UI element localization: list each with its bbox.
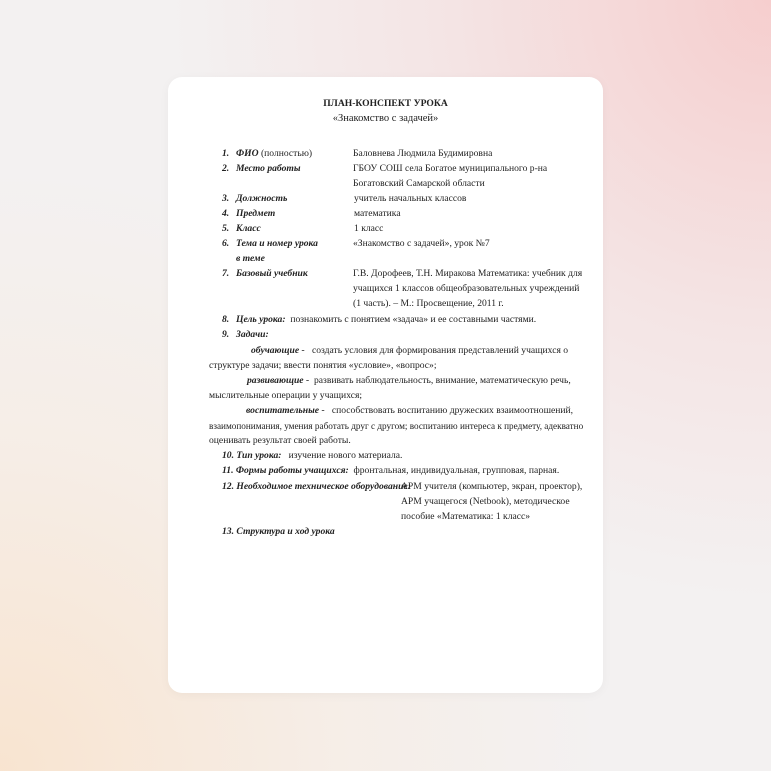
item-value: Богатовский Самарской области	[353, 178, 485, 189]
structure-line	[222, 526, 335, 538]
equipment-value: АРМ учителя (компьютер, экран, проектор),	[401, 481, 583, 492]
item-value: «Знакомство с задачей», урок №7	[353, 238, 490, 249]
document-page	[168, 77, 603, 693]
item-number: 10.	[222, 450, 234, 461]
goal-line	[236, 314, 536, 326]
item-value: учащихся 1 классов общеобразовательных учреждений	[353, 283, 580, 294]
task-text: структуре задачи; ввести понятия «условие», «вопрос»;	[209, 360, 437, 371]
task-text: оценивать результат своей работы.	[209, 435, 351, 446]
forms-value: фронтальная, индивидуальная, групповая, парная.	[353, 465, 560, 476]
item-label: Предмет	[236, 208, 276, 219]
item-number: 3.	[222, 193, 230, 204]
item-label: Место работы	[236, 163, 301, 174]
item-value: Баловнева Людмила Будимировна	[353, 148, 493, 159]
item-number: 4.	[222, 208, 230, 219]
item-number: 6.	[222, 238, 230, 249]
type-label: Тип урока:	[236, 450, 282, 461]
task-text: мыслительные операции у учащихся;	[209, 390, 363, 401]
fio-label: ФИО	[236, 148, 259, 159]
task-text: развивать наблюдательность, внимание, математическую речь,	[313, 375, 571, 386]
task-text: взаимопонимания, умения работать друг с другом; воспитанию интереса к предмету, адекватно	[209, 421, 584, 431]
forms-line	[222, 465, 559, 477]
item-number: 13.	[222, 526, 234, 537]
item-value: (1 часть). – М.: Просвещение, 2011 г.	[353, 298, 504, 309]
type-value: изучение нового материала.	[288, 450, 403, 461]
task-text: создать условия для формирования представлений учащихся о	[311, 345, 569, 356]
item-number: 7.	[222, 268, 230, 279]
item-value: ГБОУ СОШ села Богатое муниципального р-на	[353, 163, 548, 174]
task-teaching-label: обучающие -	[251, 345, 305, 356]
forms-label: Формы работы учащихся:	[235, 465, 349, 476]
item-label	[236, 148, 312, 160]
equipment-line	[222, 481, 411, 493]
fio-label-extra: (полностью)	[260, 148, 313, 159]
task-educational-label: воспитательные -	[246, 405, 325, 416]
item-label-cont: в теме	[236, 253, 265, 264]
tasks-label: Задачи:	[236, 329, 269, 340]
equipment-value: пособие «Математика: 1 класс»	[401, 511, 531, 522]
item-value: учитель начальных классов	[354, 193, 467, 204]
goal-label: Цель урока:	[236, 314, 286, 325]
item-label: Должность	[236, 193, 288, 204]
equipment-value: АРМ учащегося (Netbook), методическое	[401, 496, 570, 507]
equipment-label: Необходимое техническое оборудование:	[236, 481, 411, 492]
item-number: 11.	[222, 465, 234, 476]
task-developing-label: развивающие -	[247, 375, 310, 386]
doc-subtitle: «Знакомство с задачей»	[332, 113, 439, 124]
doc-title: ПЛАН-КОНСПЕКТ УРОКА	[323, 98, 448, 109]
item-number: 12.	[222, 481, 234, 492]
structure-label: Структура и ход урока	[236, 526, 335, 537]
item-number: 5.	[222, 223, 230, 234]
item-value: 1 класс	[354, 223, 384, 234]
item-number: 2.	[222, 163, 230, 174]
task-text: способствовать воспитанию дружеских взаимоотношений,	[331, 405, 574, 416]
item-number: 9.	[222, 329, 230, 340]
item-label: Тема и номер урока	[236, 238, 318, 249]
goal-value: познакомить с понятием «задача» и ее составными частями.	[290, 314, 537, 325]
item-value: математика	[354, 208, 401, 219]
task-developing	[247, 375, 571, 387]
task-educational	[246, 405, 573, 417]
item-label: Базовый учебник	[236, 268, 308, 279]
type-line	[222, 450, 402, 462]
item-value: Г.В. Дорофеев, Т.Н. Миракова Математика: учебник для	[353, 268, 583, 279]
task-teaching	[251, 345, 568, 357]
item-number: 1.	[222, 148, 230, 159]
item-number: 8.	[222, 314, 230, 325]
item-label: Класс	[236, 223, 261, 234]
